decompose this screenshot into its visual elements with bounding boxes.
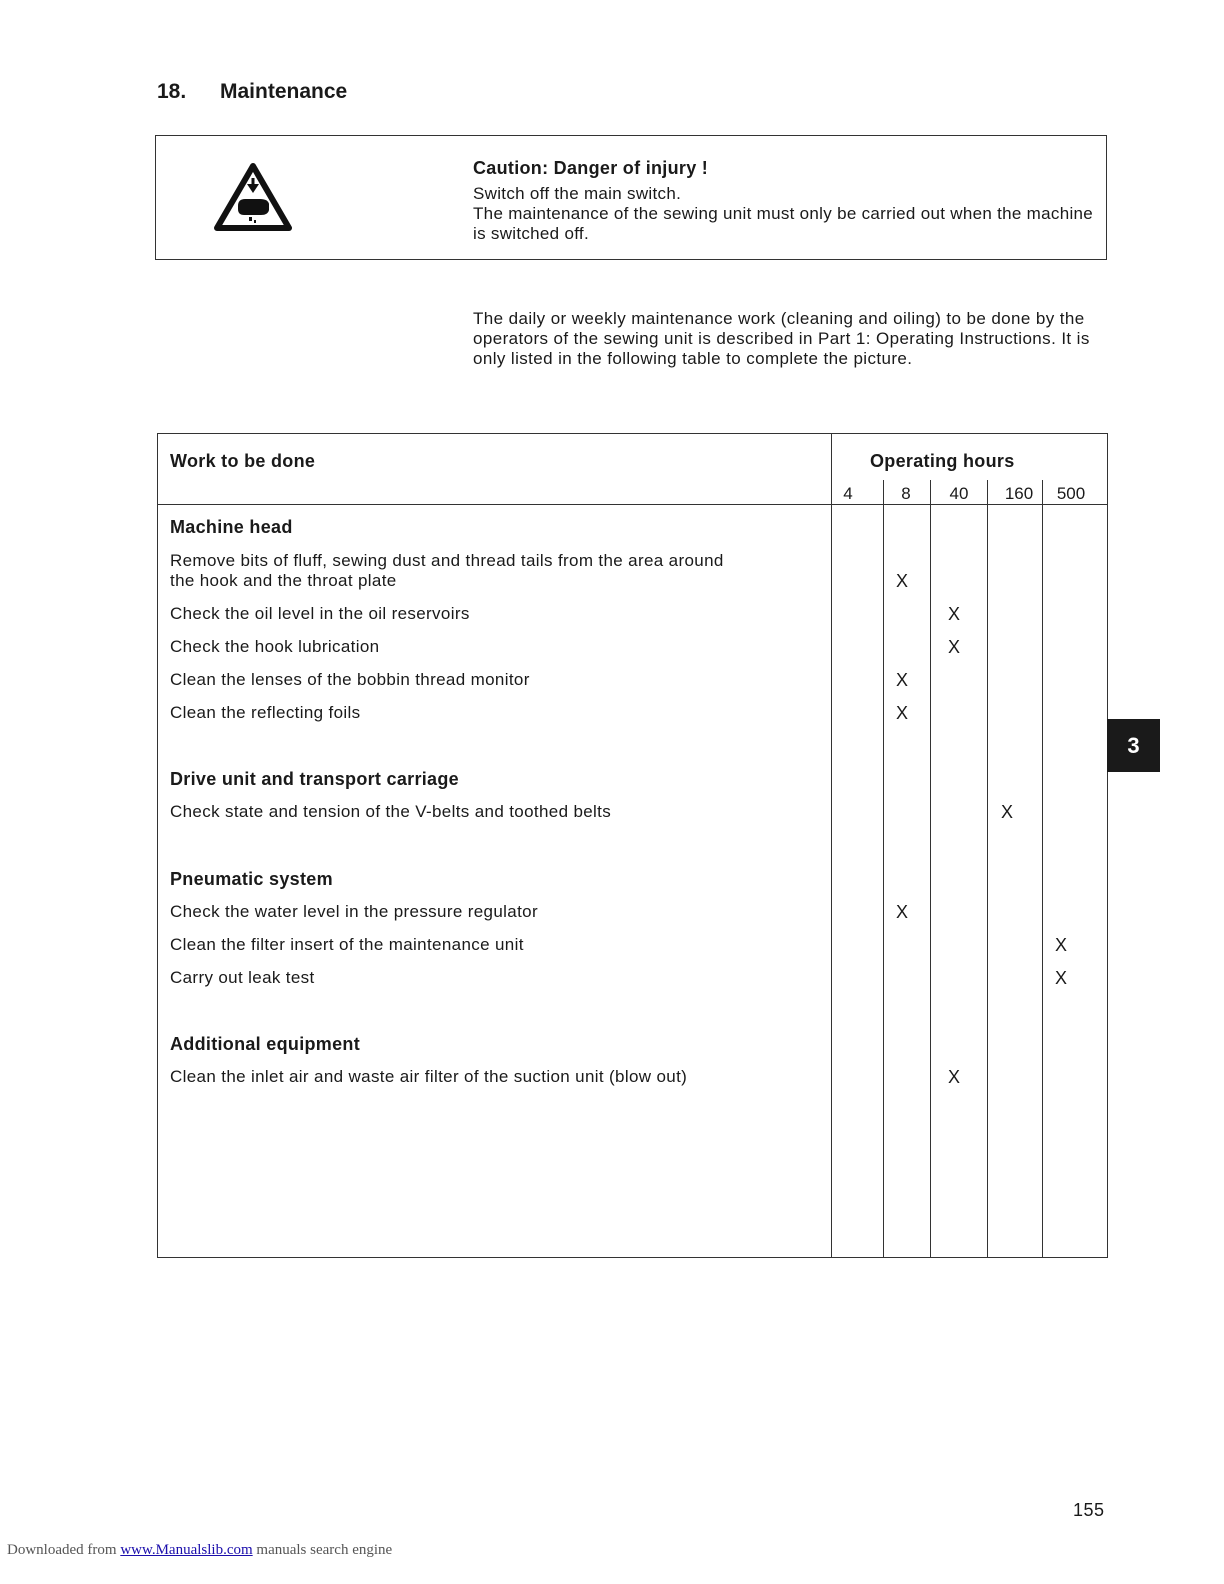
- x-mark: X: [896, 670, 909, 690]
- col-divider-160: [987, 480, 988, 1257]
- task-row: Check the oil level in the oil reservoirs: [170, 604, 470, 623]
- task-row: Clean the inlet air and waste air filter of the suction unit (blow out): [170, 1067, 688, 1086]
- footer-prefix: Downloaded from: [7, 1542, 121, 1558]
- hour-500: 500: [1056, 484, 1086, 503]
- task-row: Check state and tension of the V-belts and toothed belts: [170, 802, 612, 821]
- task-row: Carry out leak test: [170, 968, 315, 987]
- caution-text: [473, 158, 1101, 244]
- x-mark: X: [948, 637, 961, 657]
- x-mark: X: [896, 571, 909, 591]
- hour-160: 160: [1004, 484, 1034, 503]
- x-mark: X: [948, 604, 961, 624]
- col-divider-work: [831, 434, 832, 1257]
- section-title: Drive unit and transport carriage: [170, 769, 459, 789]
- hour-8: 8: [901, 484, 911, 503]
- maintenance-table: [157, 433, 1108, 1258]
- x-mark: X: [948, 1067, 961, 1087]
- section-title: Machine head: [170, 517, 293, 537]
- x-mark: X: [896, 703, 909, 723]
- caution-title: Caution: Danger of injury !: [473, 158, 709, 178]
- page-title: Maintenance: [220, 80, 348, 103]
- hour-4: 4: [843, 484, 853, 503]
- header-divider: [158, 504, 1107, 505]
- chapter-tab: 3: [1107, 719, 1160, 772]
- footer-link[interactable]: www.Manualslib.com: [120, 1542, 253, 1558]
- hours-header: Operating hours: [870, 451, 1015, 471]
- footer-suffix: manuals search engine: [252, 1542, 393, 1558]
- x-mark: X: [1001, 802, 1014, 822]
- intro-paragraph: The daily or weekly maintenance work (cleaning and oiling) to be done by the operators of the sewing unit is described in Part 1: Operating Instructions. It is only listed in the following table to complete the picture.: [473, 309, 1090, 368]
- col-divider-500: [1042, 480, 1043, 1257]
- x-mark: X: [1055, 935, 1068, 955]
- caution-box: [155, 135, 1107, 260]
- footer: [7, 1542, 392, 1559]
- section-title: Additional equipment: [170, 1034, 360, 1054]
- hour-40: 40: [949, 484, 969, 503]
- task-row: Clean the reflecting foils: [170, 703, 361, 722]
- section-number: 18.: [157, 80, 187, 103]
- caution-line-1: Switch off the main switch.: [473, 184, 682, 203]
- section-title: Pneumatic system: [170, 869, 333, 889]
- x-mark: X: [1055, 968, 1068, 988]
- x-mark: X: [896, 902, 909, 922]
- col-divider-8: [883, 480, 884, 1257]
- task-row: Check the hook lubrication: [170, 637, 380, 656]
- work-header: Work to be done: [170, 451, 316, 471]
- task-row: Clean the filter insert of the maintenance unit: [170, 935, 524, 954]
- task-row: Clean the lenses of the bobbin thread monitor: [170, 670, 530, 689]
- task-row: Remove bits of fluff, sewing dust and thread tails from the area around the hook and the throat plate: [170, 551, 724, 590]
- task-row: Check the water level in the pressure regulator: [170, 902, 538, 921]
- page-number: 155: [1073, 1500, 1105, 1520]
- col-divider-40: [930, 480, 931, 1257]
- caution-line-2: The maintenance of the sewing unit must only be carried out when the machine is switched off.: [473, 204, 1094, 243]
- hand-crush-warning-icon: [214, 162, 292, 232]
